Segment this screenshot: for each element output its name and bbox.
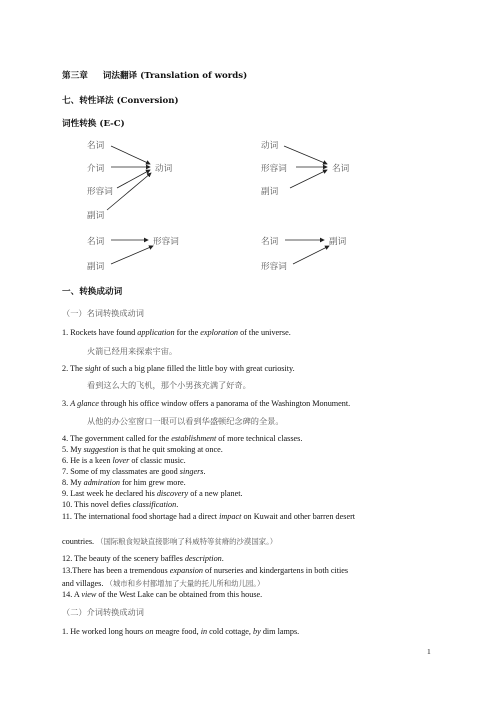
diag-lt-source-1: 名词 xyxy=(87,141,105,151)
list-text: of classic music. xyxy=(129,456,186,465)
example-emphasis: view xyxy=(81,590,97,599)
example-text: of nurseries and kindergartens in both cities xyxy=(202,566,349,575)
diag-rt-source-3: 副词 xyxy=(261,187,279,197)
example-text: through his office window offers a panorama of the Washington Monument. xyxy=(98,399,351,408)
example-text: 14. A xyxy=(62,590,82,599)
list-text: of a new planet. xyxy=(188,489,243,498)
example-1-translation: 火箭已经用来探索宇宙。 xyxy=(87,346,178,356)
list-item xyxy=(62,445,223,454)
example-text: dim lamps. xyxy=(260,627,300,636)
example-text: cold cottage, xyxy=(207,627,254,636)
arrow-lt-4 xyxy=(107,173,151,210)
list-text: 10. This novel defies xyxy=(62,500,133,509)
subheading-noun-to-verb: （一）名词转换成动词 xyxy=(62,308,144,318)
example-emphasis: description xyxy=(184,554,222,563)
example-13-translation: （城市和乡村都增加了大量的托儿所和幼儿园。） xyxy=(105,579,265,588)
list-emphasis: suggestion xyxy=(83,445,119,454)
section-label: 七、转性译法 xyxy=(62,96,114,106)
example-emphasis: on xyxy=(145,627,154,636)
diag-rb-a: 名词 xyxy=(261,237,279,247)
subsection-english: (E-C) xyxy=(99,119,125,129)
list-text: 7. Some of my classmates are good xyxy=(62,467,180,476)
example-text: countries. xyxy=(62,537,95,546)
subsection-label: 词性转换 xyxy=(62,119,97,129)
example-3-translation: 从他的办公室窗口一眼可以看到华盛顿纪念碑的全景。 xyxy=(87,416,284,426)
example-emphasis: exploration xyxy=(200,328,239,337)
list-text: 9. Last week he declared his xyxy=(62,489,157,498)
diag-lb-c: 副词 xyxy=(87,262,105,272)
diag-lt-source-2: 介词 xyxy=(87,164,105,174)
example-emphasis: expansion xyxy=(169,566,203,575)
example-2 xyxy=(62,364,295,373)
example-text: 11. The international food shortage had a direct xyxy=(62,512,220,521)
diag-rt-source-2: 形容词 xyxy=(261,164,287,174)
example-11-translation: （国际粮食短缺直接影响了科威特等贫瘠的沙漠国家。） xyxy=(96,537,278,546)
diag-rb-b: 副词 xyxy=(329,237,347,247)
example-14 xyxy=(62,590,262,599)
example-13-line-1 xyxy=(62,566,348,575)
example-text: on Kuwait and other barren desert xyxy=(241,512,356,521)
list-text: 4. The government called for the xyxy=(62,434,172,443)
example-emphasis: in xyxy=(200,627,208,636)
example-prep-1 xyxy=(62,627,299,636)
arrow-rb-2 xyxy=(293,246,329,264)
list-item xyxy=(62,434,302,443)
arrow-rt-1 xyxy=(284,146,327,164)
arrow-lb-2 xyxy=(111,246,153,264)
diag-lb-b: 形容词 xyxy=(153,237,179,247)
example-text: 13.There has been a tremendous xyxy=(62,566,170,575)
example-text: for the xyxy=(174,328,201,337)
example-text: 12. The beauty of the scenery baffles xyxy=(62,554,185,563)
example-text: of the West Lake can be obtained from this house. xyxy=(96,590,263,599)
list-text: . xyxy=(203,467,206,476)
example-emphasis: impact xyxy=(219,512,242,521)
example-text: 3. xyxy=(62,399,71,408)
part-heading: 一、转换成动词 xyxy=(62,287,123,297)
list-emphasis: lover xyxy=(112,456,130,465)
example-2-translation: 看到这么大的飞机，那个小男孩充满了好奇。 xyxy=(87,380,251,390)
chapter-title: 词法翻译 xyxy=(102,71,138,81)
example-text: and villages. xyxy=(62,579,104,588)
example-emphasis: application xyxy=(137,328,175,337)
list-item xyxy=(62,478,186,487)
list-item xyxy=(62,500,178,509)
example-11-line-2 xyxy=(62,536,277,547)
diag-lb-a: 名词 xyxy=(87,237,105,247)
list-text: 6. He is a keen xyxy=(62,456,113,465)
example-12 xyxy=(62,554,224,563)
list-item xyxy=(62,489,243,498)
example-text: of such a big plane filled the little boy with great curiosity. xyxy=(100,364,295,373)
subheading-prep-to-verb: （二）介词转换成动词 xyxy=(62,607,144,617)
example-text: 2. The xyxy=(62,364,85,373)
example-text: 1. Rockets have found xyxy=(62,328,138,337)
example-1 xyxy=(62,328,291,337)
list-emphasis: singers xyxy=(179,467,204,476)
list-item xyxy=(62,467,206,476)
example-emphasis: by xyxy=(253,627,261,636)
example-emphasis: A glance xyxy=(70,399,99,408)
diag-rb-c: 形容词 xyxy=(261,262,287,272)
chapter-english: (Translation of words) xyxy=(140,71,248,81)
chapter-label: 第三章 xyxy=(62,71,88,81)
list-emphasis: discovery xyxy=(156,489,189,498)
diag-lt-source-3: 形容词 xyxy=(87,187,113,197)
example-3 xyxy=(62,399,350,408)
arrow-lt-3 xyxy=(117,170,150,188)
example-13-line-2 xyxy=(62,578,264,589)
list-emphasis: establishment xyxy=(171,434,217,443)
example-text: 1. He worked long hours xyxy=(62,627,146,636)
list-text: 8. My xyxy=(62,478,84,487)
arrow-lt-1 xyxy=(111,146,150,164)
example-text: of the universe. xyxy=(238,328,291,337)
list-text: of more technical classes. xyxy=(216,434,303,443)
arrow-rt-3 xyxy=(290,170,327,188)
list-text: 5. My xyxy=(62,445,84,454)
diag-lt-source-4: 副词 xyxy=(87,211,105,221)
diag-rt-target: 名词 xyxy=(332,164,350,174)
example-11-line-1 xyxy=(62,512,355,521)
example-text: . xyxy=(221,554,224,563)
page-number: 1 xyxy=(427,647,431,656)
list-text: is that he quit smoking at once. xyxy=(118,445,223,454)
example-emphasis: sight xyxy=(84,364,101,373)
section-english: (Conversion) xyxy=(116,96,179,106)
list-item xyxy=(62,456,186,465)
list-text: . xyxy=(176,500,179,509)
list-text: for him grew more. xyxy=(120,478,186,487)
example-text: meagre food, xyxy=(153,627,201,636)
list-emphasis: classification xyxy=(132,500,177,509)
diag-rt-source-1: 动词 xyxy=(261,141,279,151)
diag-lt-target: 动词 xyxy=(155,164,173,174)
list-emphasis: admiration xyxy=(83,478,121,487)
